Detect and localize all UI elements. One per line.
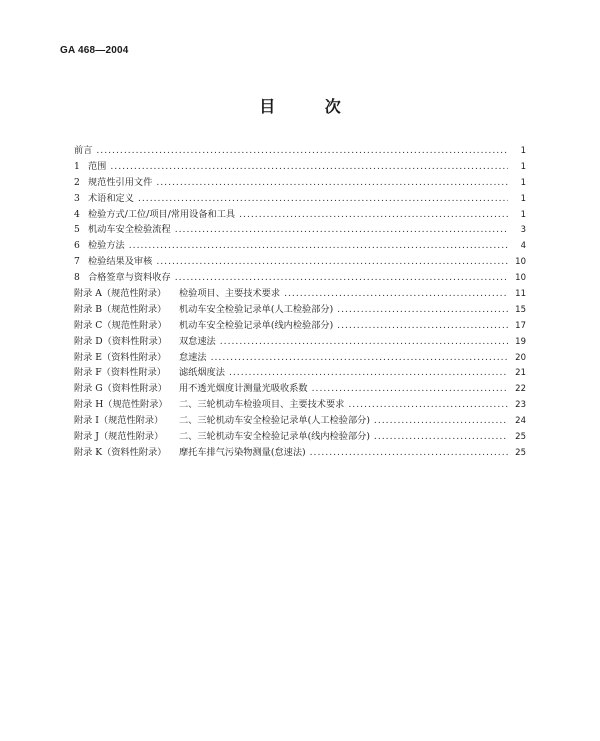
toc-appendix-designation: 附录 K（资料性附录） xyxy=(74,446,167,458)
dot-leader xyxy=(348,397,508,413)
toc-entry-number: 1 xyxy=(74,160,80,172)
toc-entry-number: 8 xyxy=(74,272,80,284)
toc-entry-4 xyxy=(74,207,526,223)
toc-entry-page: 11 xyxy=(515,289,526,300)
toc-entry-page: 1 xyxy=(520,209,526,220)
toc-entry-label: 术语和定义 xyxy=(88,192,134,204)
toc-appendix-designation: 附录 F（资料性附录） xyxy=(74,367,166,379)
table-of-contents xyxy=(74,143,526,461)
toc-appendix-c xyxy=(74,318,526,334)
toc-appendix-b xyxy=(74,302,526,318)
dot-leader xyxy=(374,413,508,429)
toc-appendix-k xyxy=(74,445,526,461)
toc-entry-8 xyxy=(74,270,526,286)
toc-appendix-a xyxy=(74,286,526,302)
toc-entry-page: 19 xyxy=(515,336,526,347)
toc-entry-label: 二、三轮机动车安全检验记录单(人工检验部分) xyxy=(179,415,370,427)
toc-entry-label: 摩托车排气污染物测量(怠速法) xyxy=(179,446,306,458)
toc-entry-7 xyxy=(74,254,526,270)
toc-entry-number: 3 xyxy=(74,192,80,204)
toc-entry-page: 25 xyxy=(515,432,526,443)
dot-leader xyxy=(138,191,508,207)
toc-entry-page: 10 xyxy=(515,257,526,268)
dot-leader xyxy=(337,318,508,334)
toc-entry-page: 3 xyxy=(520,225,526,236)
toc-appendix-d xyxy=(74,334,526,350)
toc-entry-label: 二、三轮机动车检验项目、主要技术要求 xyxy=(179,399,345,411)
toc-entry-foreword xyxy=(74,143,526,159)
dot-leader xyxy=(175,270,508,286)
toc-entry-label: 机动车安全检验记录单(人工检验部分) xyxy=(179,303,334,315)
dot-leader xyxy=(312,381,508,397)
toc-entry-label: 规范性引用文件 xyxy=(88,176,153,188)
dot-leader xyxy=(129,238,508,254)
toc-appendix-designation: 附录 H（规范性附录） xyxy=(74,399,168,411)
dot-leader xyxy=(110,159,508,175)
toc-entry-page: 1 xyxy=(520,193,526,204)
toc-entry-number: 7 xyxy=(74,256,80,268)
toc-entry-label: 前言 xyxy=(74,145,93,156)
toc-appendix-designation: 附录 E（资料性附录） xyxy=(74,351,167,363)
dot-leader xyxy=(337,302,508,318)
toc-entry-label: 二、三轮机动车安全检验记录单(线内检验部分) xyxy=(179,431,370,443)
dot-leader xyxy=(156,254,508,270)
toc-entry-page: 15 xyxy=(515,304,526,315)
dot-leader xyxy=(239,207,508,223)
dot-leader xyxy=(211,350,508,366)
toc-entry-1 xyxy=(74,159,526,175)
toc-entry-label: 双怠速法 xyxy=(179,335,216,347)
dot-leader xyxy=(229,365,508,381)
dot-leader xyxy=(96,143,508,159)
toc-entry-label: 检验结果及审核 xyxy=(88,256,153,268)
toc-entry-label: 机动车安全检验流程 xyxy=(88,224,171,236)
dot-leader xyxy=(220,334,508,350)
toc-entry-label: 滤纸烟度法 xyxy=(179,367,225,379)
dot-leader xyxy=(156,175,508,191)
toc-entry-page: 1 xyxy=(520,146,526,156)
toc-entry-number: 5 xyxy=(74,224,80,236)
toc-entry-label: 检验方式/工位/项目/常用设备和工具 xyxy=(88,208,236,220)
toc-entry-page: 24 xyxy=(515,416,526,427)
toc-appendix-designation: 附录 A（规范性附录） xyxy=(74,288,167,300)
toc-appendix-j xyxy=(74,429,526,445)
toc-appendix-f xyxy=(74,365,526,381)
toc-entry-label: 范围 xyxy=(88,160,107,172)
toc-appendix-h xyxy=(74,397,526,413)
toc-entry-page: 22 xyxy=(515,384,526,395)
toc-appendix-i xyxy=(74,413,526,429)
toc-appendix-g xyxy=(74,381,526,397)
dot-leader xyxy=(284,286,508,302)
toc-entry-2 xyxy=(74,175,526,191)
toc-entry-page: 1 xyxy=(520,161,526,172)
toc-appendix-designation: 附录 C（规范性附录） xyxy=(74,319,167,331)
toc-entry-label: 检验方法 xyxy=(88,240,125,252)
toc-entry-page: 25 xyxy=(515,447,526,458)
toc-entry-label: 用不透光烟度计测量光吸收系数 xyxy=(179,383,308,395)
dot-leader xyxy=(175,222,508,238)
toc-title: 目 次 xyxy=(259,97,363,116)
toc-entry-page: 10 xyxy=(515,273,526,284)
toc-entry-label: 怠速法 xyxy=(179,351,207,363)
toc-entry-number: 6 xyxy=(74,240,80,252)
toc-appendix-e xyxy=(74,350,526,366)
toc-entry-number: 4 xyxy=(74,208,80,220)
toc-entry-label: 检验项目、主要技术要求 xyxy=(179,288,281,300)
toc-entry-label: 合格签章与资料收存 xyxy=(88,272,171,284)
toc-appendix-designation: 附录 I（规范性附录） xyxy=(74,415,164,427)
toc-entry-label: 机动车安全检验记录单(线内检验部分) xyxy=(179,319,334,331)
toc-entry-page: 17 xyxy=(515,320,526,331)
toc-appendix-designation: 附录 G（资料性附录） xyxy=(74,383,167,395)
toc-entry-5 xyxy=(74,222,526,238)
toc-entry-page: 4 xyxy=(520,241,526,252)
toc-entry-number: 2 xyxy=(74,176,80,188)
toc-entry-page: 23 xyxy=(515,400,526,411)
toc-entry-3 xyxy=(74,191,526,207)
toc-entry-page: 20 xyxy=(515,352,526,363)
document-code: GA 468—2004 xyxy=(60,45,129,56)
dot-leader xyxy=(374,429,508,445)
dot-leader xyxy=(310,445,508,461)
toc-entry-page: 21 xyxy=(515,368,526,379)
toc-appendix-designation: 附录 D（资料性附录） xyxy=(74,335,167,347)
toc-entry-page: 1 xyxy=(520,177,526,188)
toc-appendix-designation: 附录 J（规范性附录） xyxy=(74,431,164,443)
toc-entry-6 xyxy=(74,238,526,254)
toc-appendix-designation: 附录 B（规范性附录） xyxy=(74,303,167,315)
